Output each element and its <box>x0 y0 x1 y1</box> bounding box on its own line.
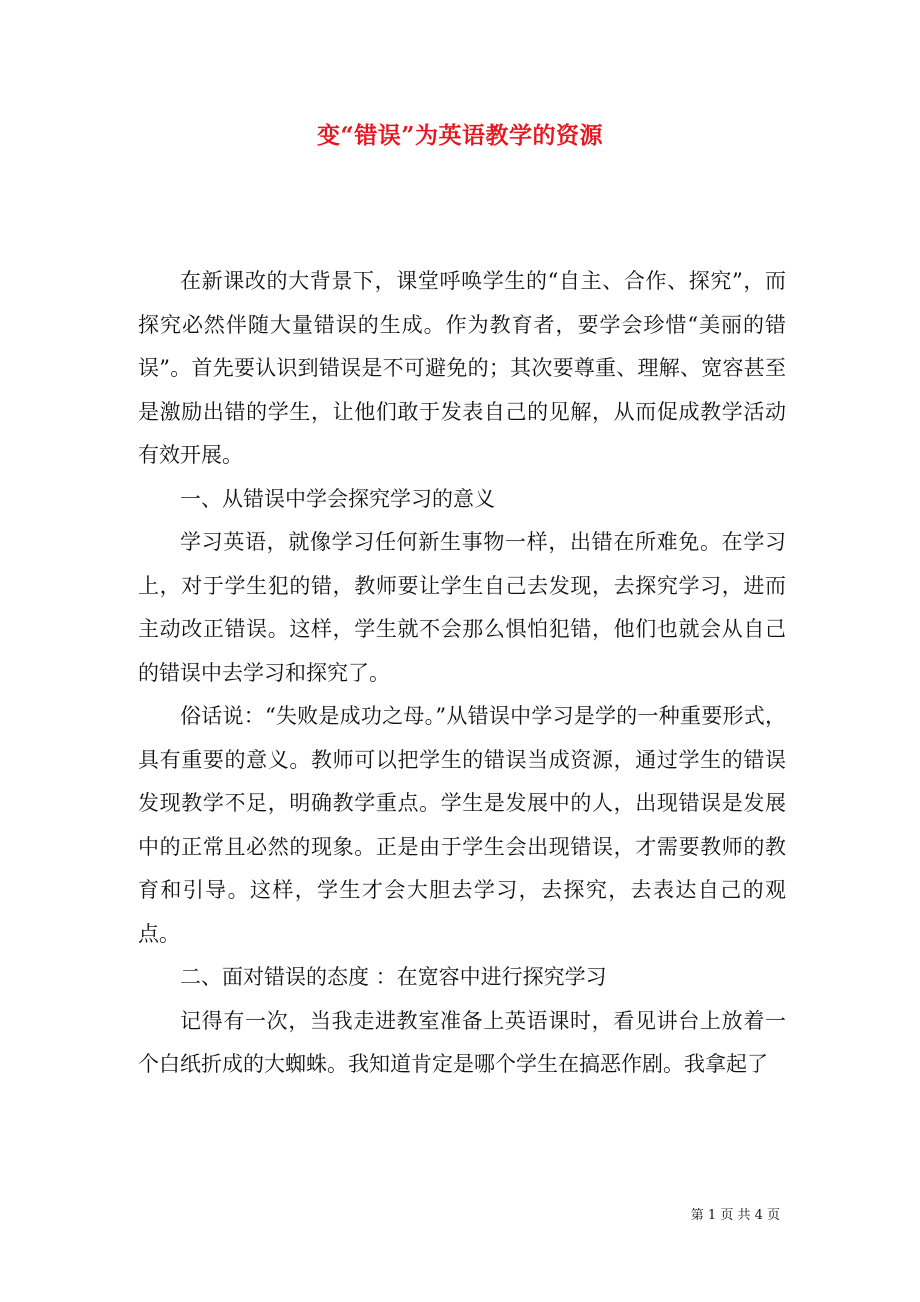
document-title: 变“错误”为英语教学的资源 <box>317 122 603 149</box>
paragraph-intro: 在新课改的大背景下，课堂呼唤学生的“自主、合作、探究”，而探究必然伴随大量错误的生成。作为教育者，要学会珍惜“美丽的错误”。首先要认识到错误是不可避免的；其次要尊重、理解、宽容甚至是激励出错的学生，让他们敢于发表自己的见解，从而促成教学活动有效开展。 <box>138 269 786 467</box>
section-heading-2: 二、面对错误的态度 ：在宽容中进行探究学习 <box>180 965 607 989</box>
page-number: 第 1 页 共 4 页 <box>690 1208 780 1223</box>
paragraph-section1-a: 学习英语，就像学习任何新生事物一样，出错在所难免。在学习上，对于学生犯的错，教师要让学生自己去发现，去探究学习，进而主动改正错误。这样，学生就不会那么惧怕犯错，他们也就会从自己的错误中去学习和探究了。 <box>138 530 786 685</box>
paragraph-section1-b: 俗话说：“失败是成功之母。”从错误中学习是学的一种重要形式，具有重要的意义。教师可以把学生的错误当成资源，通过学生的错误发现教学不足，明确教学重点。学生是发展中的人，出现错误是发展中的正常且必然的现象。正是由于学生会出现错误，才需要教师的教育和引导。这样，学生才会大胆去学习，去探究，去表达自己的观点。 <box>138 704 786 946</box>
paragraph-section2-a: 记得有一次，当我走进教室准备上英语课时，看见讲台上放着一个白纸折成的大蜘蛛。我知道肯定是哪个学生在搞恶作剧。我拿起了 <box>138 1008 786 1076</box>
section-heading-1: 一、从错误中学会探究学习的意义 <box>180 486 495 511</box>
document-body <box>138 260 786 1087</box>
